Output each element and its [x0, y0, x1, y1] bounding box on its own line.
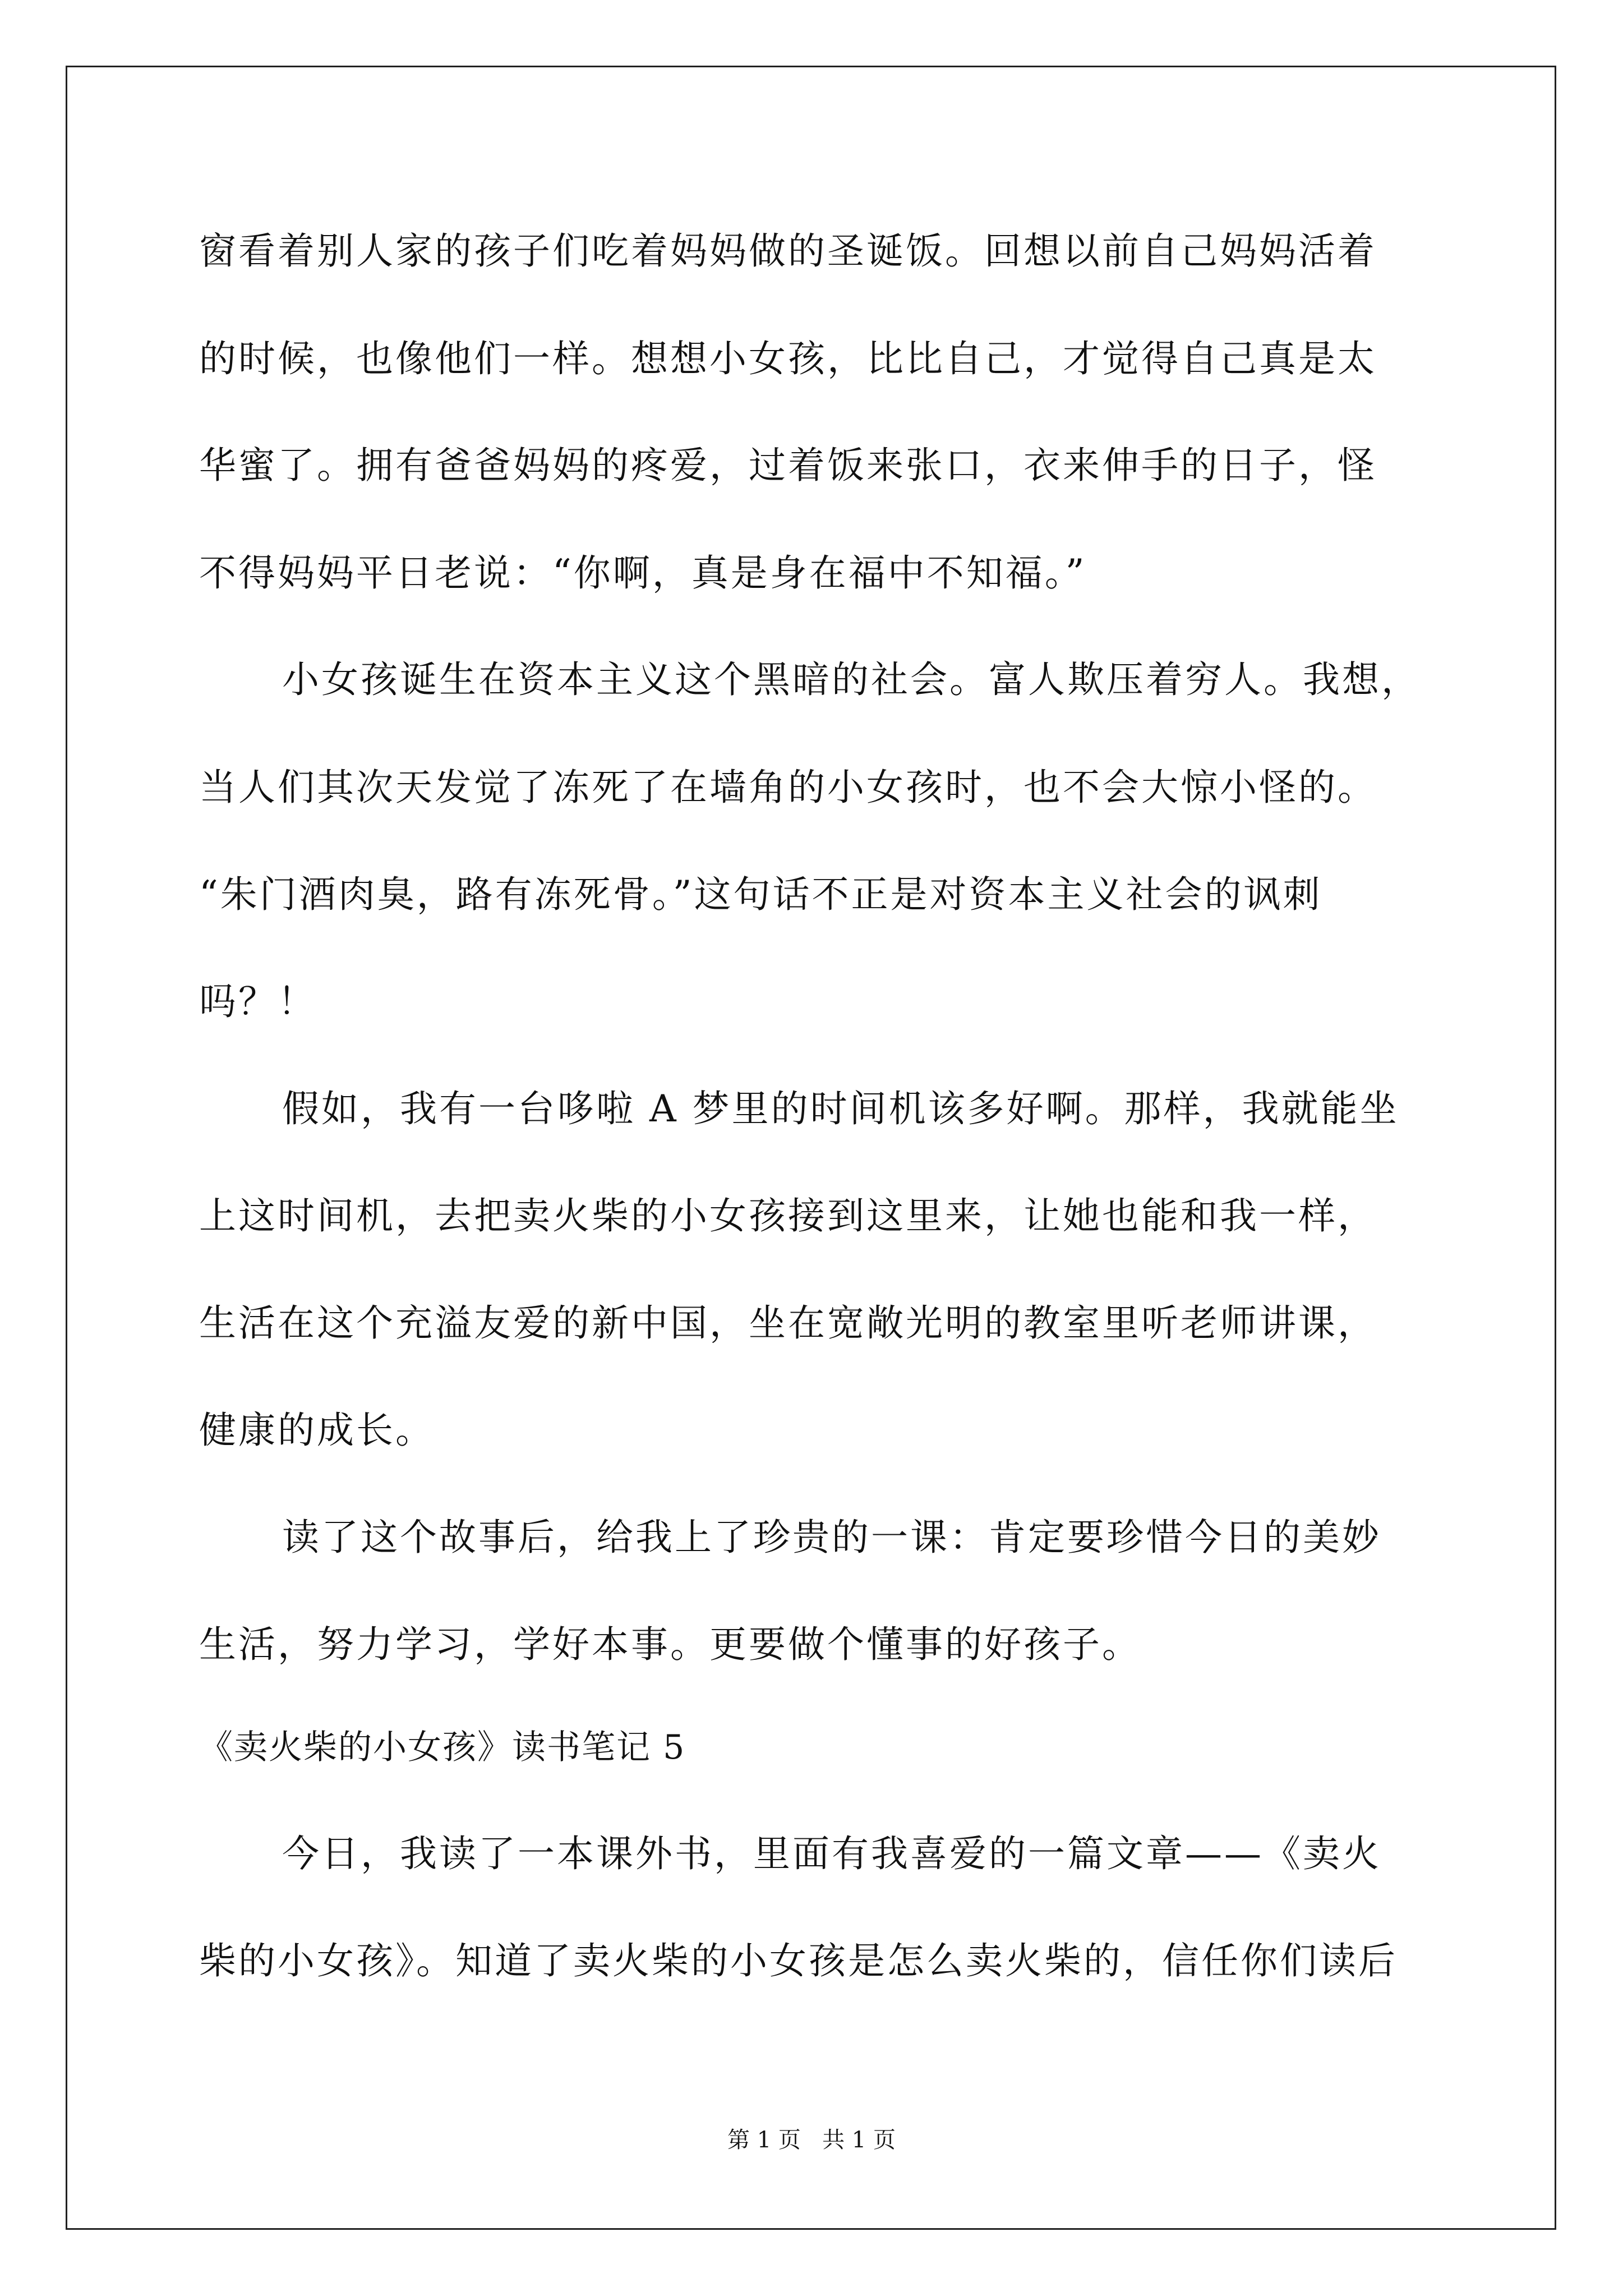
text-line: “朱门酒肉臭，路有冻死骨。”这句话不正是对资本主义社会的讽刺: [199, 873, 1322, 916]
text-line: 不得妈妈平日老说：“你啊，真是身在福中不知福。”: [199, 551, 1087, 595]
text-line: 吗？！: [199, 980, 317, 1023]
page-footer: 第 1 页 共 1 页: [727, 2127, 896, 2153]
text-line: 上这时间机，去把卖火柴的小女孩接到这里来，让她也能和我一样，: [199, 1194, 1377, 1237]
text-line: 健康的成长。: [199, 1409, 435, 1452]
paragraph-first-line: 假如，我有一台哆啦 A 梦里的时间机该多好啊。那样，我就能坐: [282, 1087, 1399, 1130]
page-border: [66, 66, 1556, 2230]
section-heading: 《卖火柴的小女孩》读书笔记 5: [199, 1728, 686, 1767]
text-line: 生活在这个充溢友爱的新中国，坐在宽敞光明的教室里听老师讲课，: [199, 1301, 1377, 1345]
text-line: 华蜜了。拥有爸爸妈妈的疼爱，过着饭来张口，衣来伸手的日子，怪: [199, 444, 1377, 487]
text-line: 当人们其次天发觉了冻死了在墙角的小女孩时，也不会大惊小怪的。: [199, 766, 1377, 809]
text-line: 的时候，也像他们一样。想想小女孩，比比自己，才觉得自己真是太: [199, 337, 1377, 380]
text-line: 柴的小女孩》。知道了卖火柴的小女孩是怎么卖火柴的，信任你们读后: [199, 1939, 1398, 1982]
text-line: 生活，努力学习，学好本事。更要做个懂事的好孩子。: [199, 1623, 1141, 1666]
paragraph-first-line: 读了这个故事后，给我上了珍贵的一课：肯定要珍惜今日的美妙: [282, 1516, 1381, 1559]
text-line: 窗看着别人家的孩子们吃着妈妈做的圣诞饭。回想以前自己妈妈活着: [199, 229, 1377, 273]
paragraph-first-line: 小女孩诞生在资本主义这个黑暗的社会。富人欺压着穷人。我想，: [282, 658, 1421, 701]
paragraph-first-line: 今日，我读了一本课外书，里面有我喜爱的一篇文章——《卖火: [282, 1832, 1381, 1875]
